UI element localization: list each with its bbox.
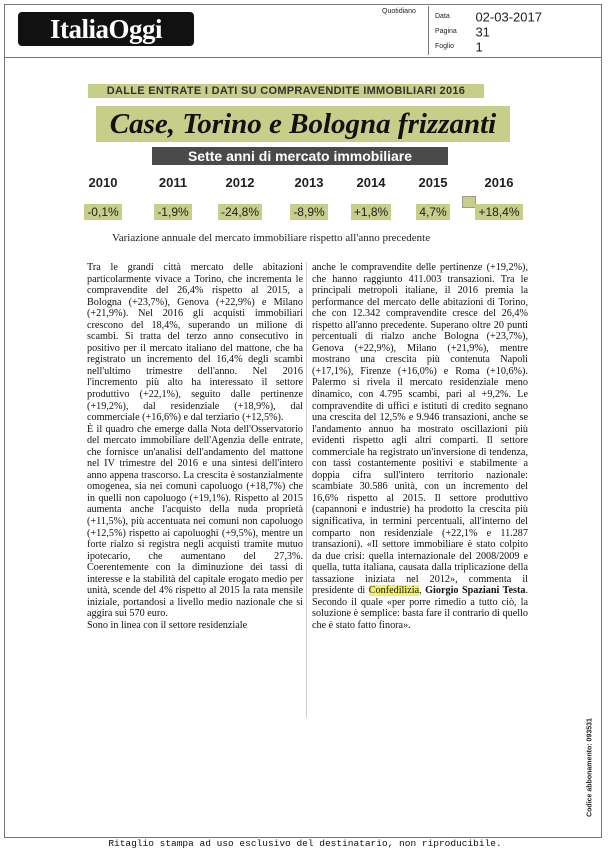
reproduction-notice: Ritaglio stampa ad uso esclusivo del destinatario, non riproducibile. bbox=[108, 838, 502, 849]
stat-2011 bbox=[142, 174, 204, 221]
yearly-stats bbox=[72, 174, 538, 224]
column-divider bbox=[306, 262, 307, 718]
article-headline: Case, Torino e Bologna frizzanti bbox=[96, 106, 510, 142]
article-kicker: DALLE ENTRATE I DATI SU COMPRAVENDITE IMMOBILIARI 2016 bbox=[88, 84, 484, 98]
stat-value: 4,7% bbox=[416, 204, 449, 220]
article-column-left bbox=[87, 262, 303, 632]
punctuation: , bbox=[419, 585, 426, 597]
stat-value: -0,1% bbox=[84, 204, 121, 220]
meta-key: Foglio bbox=[435, 43, 455, 51]
meta-key: Pagina bbox=[435, 28, 457, 36]
paragraph-text: anche le compravendite delle pertinenze (+19,2%), che hanno raggiunto 411.003 transazioni. Tra le principali metropoli italiane, il 2016 premia la performance del mercato delle abitazioni di Torino, che con 12.342 compravendite cresce del 26,4% rispetto all'anno precedente. Superano oltre 20 punti percentuali di rialzo anche Bologna (+23,7%), Genova (+22,9%), Milano (+21,9%), mentre mostrano una crescita più contenuta Napoli (+17,1%), Firenze (+16,0%) e Roma (+10,6%). Palermo si rivela il mercato residenziale meno dinamico, con 4.795 scambi, pari al +9,2%. Le compravendite di uffici e istituti di credito segnano una crescita del 12,5% e 9.946 transazioni, anche se l'andamento annuo ha mostrato oscillazioni più evidenti rispetto agli altri comparti. Il settore commerciale ha registrato un'inversione di tendenza, con tassi costantemente positivi e stabilmente a doppia cifra sull'intero territorio nazionale: scambiate 30.586 unità, con un incremento del 16,6% rispetto al 2015. Il settore produttivo (capannoni e industrie) ha prodotto la crescita più significativa, in termini percentuali, all'interno del comparto non residenziale (+22,1% e 11.287 transazioni). «Il settore immobiliare è stato colpito da due crisi: quella internazionale del 2008/2009 e quella, tutta italiana, causata dalla triplicazione della tassazione iniziata nel 2012», commenta il presidente di bbox=[312, 262, 528, 597]
meta-value: 1 bbox=[475, 39, 483, 55]
paragraph: È il quadro che emerge dalla Nota dell'Osservatorio del mercato immobiliare dell'Agenzia delle entrate, che fornisce un'analisi dell'andamento del mattone nel IV trimestre del 2016 e una sintesi dell'intero anno appena trascorso. La crescita è sostanzialmente omogenea, sia nei comuni capoluogo (+18,7%) che in quelli non capoluogo (+19,1%). Rispetto al 2015 aumenta anche l'acquisto della nuda proprietà (+11,5%), più accentuata nei comuni non capoluogo (+12,5%) rispetto ai capoluoghi (+9,5%), mentre un forte rialzo si registra negli acquisti tramite mutuo ipotecario, che aumentano del 27,3%. Coerentemente con la diminuzione dei tassi di interesse e la stabilità del capitale erogato medio per unità, scende del 4% rispetto al 2015 la rata mensile iniziale, portandosi a livello medio nazionale che si aggira sui 570 euro. bbox=[87, 423, 303, 620]
stat-2015 bbox=[402, 174, 464, 221]
meta-value: 02-03-2017 bbox=[475, 9, 542, 25]
stat-value: -24,8% bbox=[218, 204, 262, 220]
stat-2014 bbox=[340, 174, 402, 221]
stat-2013 bbox=[278, 174, 340, 221]
stat-year: 2010 bbox=[88, 175, 118, 190]
stat-value: +18,4% bbox=[475, 204, 522, 220]
article-column-right bbox=[312, 262, 528, 632]
stat-2016 bbox=[468, 174, 530, 221]
paragraph bbox=[312, 262, 528, 632]
stat-2012 bbox=[209, 174, 271, 221]
publication-logo: ItaliaOggi bbox=[18, 12, 194, 46]
stats-caption: Variazione annuale del mercato immobiliare rispetto all'anno precedente bbox=[112, 232, 431, 244]
header-divider bbox=[4, 57, 602, 58]
stat-year: 2011 bbox=[158, 175, 188, 190]
meta-key: Data bbox=[435, 13, 450, 21]
stat-value: +1,8% bbox=[351, 204, 391, 220]
paragraph: Sono in linea con il settore residenziale bbox=[87, 619, 248, 631]
paragraph: Tra le grandi città mercato delle abitazioni particolarmente vivace a Torino, che incrementa le compravendite del 26,4% rispetto al 2015, a Bologna (+23,7%), Genova (+22,9%) e Milano (+21,9%). Nel 2016 gli acquisti immobiliari crescono del 18,4%, superando un milione di scambi. Si tratta del terzo anno consecutivo in positivo per il mercato italiano del mattone, che ha registrato un incremento del 16,4% degli scambi nell'ultimo trimestre dell'anno. Nel 2016 l'incremento più alto ha interessato il settore produttivo (+22,1%), seguito dalle pertinenze (+19,2%), dal residenziale (+18,9%), dal commerciale (+16,6%) e dal terziario (+12,5%). bbox=[87, 262, 303, 424]
stat-year: 2014 bbox=[356, 175, 386, 190]
highlighted-organization: Confedilizia bbox=[368, 585, 420, 597]
stat-value: -1,9% bbox=[154, 204, 191, 220]
paragraph-text: . Secondo il quale «per porre rimedio a tutto ciò, la soluzione è semplice: basta fare il contrario di quello che è stato fatto finora». bbox=[312, 585, 528, 631]
stat-year: 2013 bbox=[294, 175, 324, 190]
subscription-code: Codice abbonamento: 093531 bbox=[586, 718, 594, 817]
meta-row-sheet bbox=[435, 38, 483, 56]
stats-subheading: Sette anni di mercato immobiliare bbox=[152, 147, 448, 165]
clipping-metadata bbox=[428, 6, 603, 55]
quoted-person: Giorgio Spaziani Testa bbox=[425, 585, 526, 597]
stat-year: 2015 bbox=[418, 175, 448, 190]
stat-year: 2016 bbox=[484, 175, 514, 190]
subscription-code-margin bbox=[584, 710, 596, 830]
stat-year: 2012 bbox=[225, 175, 255, 190]
section-label: Quotidiano bbox=[382, 8, 416, 15]
meta-value: 31 bbox=[475, 24, 490, 40]
stat-2010 bbox=[72, 174, 134, 221]
stat-value: -8,9% bbox=[290, 204, 327, 220]
